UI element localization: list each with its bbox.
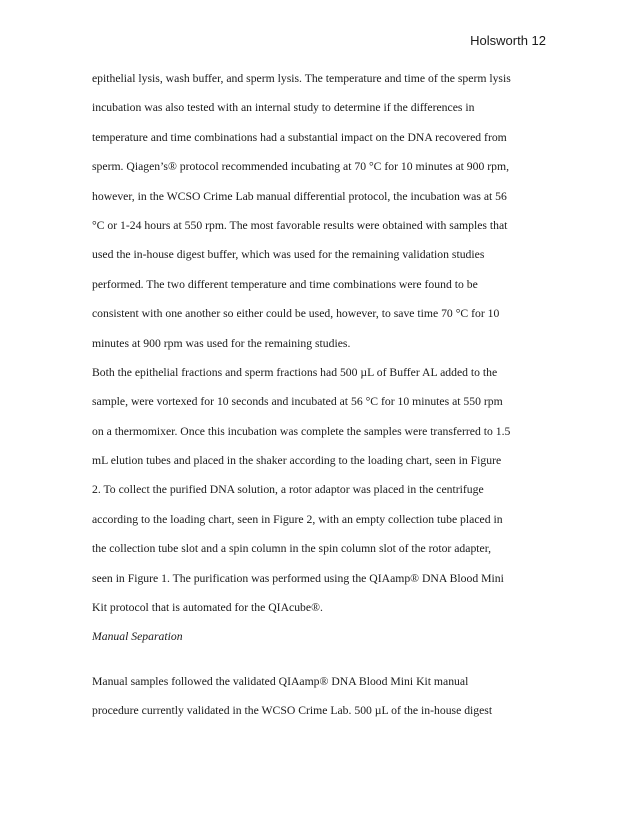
body-text	[92, 64, 548, 726]
text-line: sperm. Qiagen’s® protocol recommended incubating at 70 °C for 10 minutes at 900 rpm,	[92, 160, 510, 174]
text-line: minutes at 900 rpm was used for the remaining studies.	[92, 336, 351, 350]
text-line: seen in Figure 1. The purification was performed using the QIAamp® DNA Blood Mini	[92, 571, 504, 585]
text-line: the collection tube slot and a spin column in the spin column slot of the rotor adapter,	[92, 542, 492, 556]
heading-spacer	[92, 652, 548, 667]
text-line: used the in-house digest buffer, which was used for the remaining validation studies	[92, 248, 485, 262]
section-heading: Manual Separation	[92, 630, 183, 644]
running-head: Holsworth 12	[470, 33, 546, 48]
text-line: however, in the WCSO Crime Lab manual differential protocol, the incubation was at 56	[92, 189, 507, 203]
text-line: epithelial lysis, wash buffer, and sperm lysis. The temperature and time of the sperm lysis	[92, 72, 511, 85]
text-line: 2. To collect the purified DNA solution, a rotor adaptor was placed in the centrifuge	[92, 483, 484, 497]
text-line: incubation was also tested with an internal study to determine if the differences in	[92, 101, 475, 115]
text-line: temperature and time combinations had a substantial impact on the DNA recovered from	[92, 130, 507, 144]
text-line: consistent with one another so either could be used, however, to save time 70 °C for 10	[92, 307, 500, 321]
text-line: on a thermomixer. Once this incubation was complete the samples were transferred to 1.5	[92, 424, 511, 438]
text-line: according to the loading chart, seen in Figure 2, with an empty collection tube placed in	[92, 512, 503, 526]
text-line: Kit protocol that is automated for the QIAcube®.	[92, 601, 323, 615]
text-line: procedure currently validated in the WCSO Crime Lab. 500 µL of the in-house digest	[92, 704, 493, 718]
text-line: sample, were vortexed for 10 seconds and incubated at 56 °C for 10 minutes at 550 rpm	[92, 395, 503, 409]
text-line: Both the epithelial fractions and sperm fractions had 500 µL of Buffer AL added to the	[92, 365, 498, 379]
text-line: °C or 1-24 hours at 550 rpm. The most favorable results were obtained with samples that	[92, 218, 508, 232]
text-line: mL elution tubes and placed in the shaker according to the loading chart, seen in Figure	[92, 454, 502, 468]
text-line: performed. The two different temperature and time combinations were found to be	[92, 277, 478, 291]
text-line: Manual samples followed the validated QIAamp® DNA Blood Mini Kit manual	[92, 674, 469, 688]
